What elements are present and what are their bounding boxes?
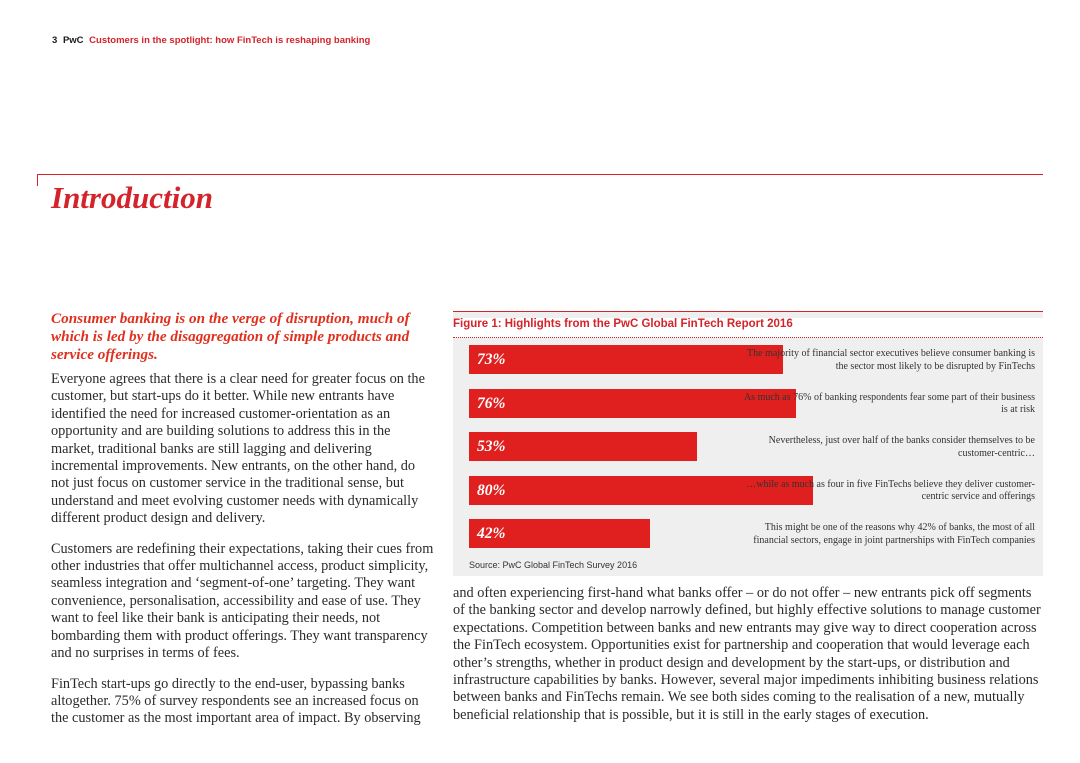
figure-top-rule	[453, 311, 1043, 312]
figure-title: Figure 1: Highlights from the PwC Global FinTech Report 2016	[453, 318, 1043, 337]
bar-annotation: The majority of financial sector executives believe consumer banking is the sector most likely to be disrupted by FinTechs	[747, 348, 1035, 372]
running-header	[52, 35, 370, 46]
bar-value-label: 76%	[477, 394, 506, 412]
left-column	[51, 371, 436, 741]
section-rule-tick	[37, 174, 38, 186]
bar-annotation: As much as 76% of banking respondents fear some part of their business is at risk	[743, 391, 1035, 415]
bar-value-label: 42%	[477, 525, 506, 542]
right-column-paragraph: and often experiencing first-hand what banks offer – or do not offer – new entrants pick off segments of the banking sector and develop narrowly defined, but highly effective solutions to manage customer expectations. Competition between banks and new entrants may give way to direct cooperation across the FinTech ecosystem. Opportunities exist for partnership and cooperation that would leverage each other’s strengths, whether in product design and development by the start-ups, or distribution and infrastructure capabilities by banks. However, several major impediments inhibiting business relations between banks and FinTechs remain. We see both sides coming to the realisation of a new, mutually beneficial relationship that is possible, but it is still in the early stages of execution.	[453, 585, 1041, 723]
bar-value-label: 73%	[477, 351, 506, 368]
bar-value-label: 80%	[477, 481, 506, 499]
body-paragraph: FinTech start-ups go directly to the end-user, bypassing banks altogether. 75% of survey respondents see an increased focus on the customer as the most important area of impact. By observing	[51, 675, 421, 727]
bar-annotation: …while as much as four in five FinTechs believe they deliver customer-centric service and offerings	[746, 478, 1035, 502]
bar-annotation: Nevertheless, just over half of the banks consider themselves to be customer-centric…	[768, 435, 1035, 459]
section-title: Introduction	[51, 180, 213, 215]
body-paragraph: Everyone agrees that there is a clear need for greater focus on the customer, but start-ups do it better. While new entrants have identified the need for increased customer-orientation as an opportunity and are building solutions to address this in the market, traditional banks are still lagging and delivering incremental improvements. New entrants, on the other hand, do not just focus on customer service in the traditional sense, but understand and meet evolving customer needs with dynamically different product design and delivery.	[51, 371, 425, 527]
lede-paragraph: Consumer banking is on the verge of disruption, much of which is led by the disaggregation of simple products and service offerings.	[51, 310, 410, 363]
figure-source: Source: PwC Global FinTech Survey 2016	[469, 560, 638, 570]
brand-name: PwC	[62, 35, 84, 46]
body-paragraph: Customers are redefining their expectations, taking their cues from other industries that offer multichannel access, product simplicity, seamless integration and ‘segment-of-one’ targeting. They want convenience, personalisation, accessibility and ease of use. They want to feel like their bank is anticipating their needs, not bombarding them with product offerings. They want transparency and no surprises in terms of fees.	[51, 540, 434, 662]
report-title: Customers in the spotlight: how FinTech is reshaping banking	[89, 35, 371, 46]
figure-dotted-rule	[453, 337, 1043, 338]
section-rule	[37, 174, 1043, 175]
figure-highlights	[453, 311, 1043, 576]
page-number: 3	[52, 35, 58, 46]
bar-value-label: 53%	[477, 438, 506, 455]
bar-annotation: This might be one of the reasons why 42% of banks, the most of all financial sectors, engage in joint partnerships with FinTech companies	[753, 522, 1035, 546]
